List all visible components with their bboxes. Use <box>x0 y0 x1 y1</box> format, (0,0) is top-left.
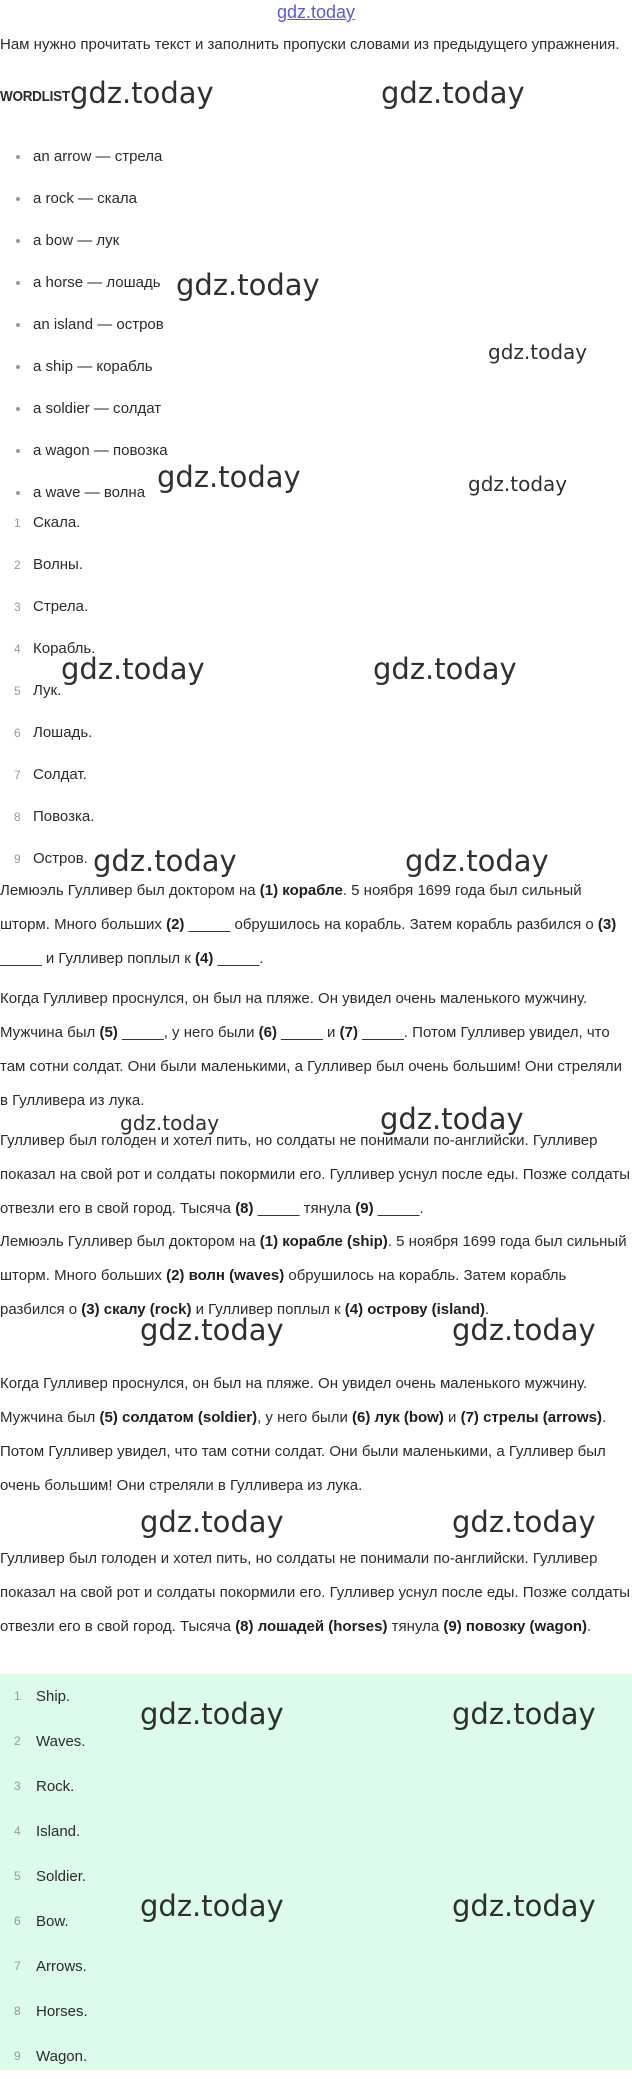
item-number: 8 <box>14 2004 21 2018</box>
list-item <box>0 670 95 712</box>
watermark: gdz.today <box>488 340 588 364</box>
item-text: Повозка. <box>33 808 95 825</box>
item-text: Rock. <box>36 1778 75 1795</box>
watermark: gdz.today <box>61 652 205 686</box>
item-text: Волны. <box>33 556 84 573</box>
watermark: gdz.today <box>452 1697 596 1731</box>
list-item: a bow — лук <box>0 220 168 262</box>
item-text: Island. <box>36 1823 81 1840</box>
watermark: gdz.today <box>70 76 214 110</box>
watermark: gdz.today <box>381 76 525 110</box>
watermark: gdz.today <box>176 268 320 302</box>
item-number: 1 <box>14 516 21 530</box>
list-item <box>0 1674 88 1719</box>
story-paragraph-1: Лемюэль Гулливер был доктором на (1) корабле. 5 ноября 1699 года был сильный шторм. Много больших (2) _____ обрушилось на корабль. Затем корабль разбился о (3) _____ и Гулливер поплыл к (4) _____. <box>0 882 617 967</box>
item-number: 1 <box>14 1689 21 1703</box>
list-item: an island — остров <box>0 304 168 346</box>
list-item <box>0 1719 88 1764</box>
item-number: 5 <box>14 684 21 698</box>
list-item <box>0 796 95 838</box>
item-text: Bow. <box>36 1913 69 1930</box>
list-item: an arrow — стрела <box>0 136 168 178</box>
watermark: gdz.today <box>380 1102 524 1136</box>
watermark: gdz.today <box>140 1889 284 1923</box>
watermark: gdz.today <box>468 472 568 496</box>
list-item <box>0 1989 88 2034</box>
watermark: gdz.today <box>140 1697 284 1731</box>
item-text: Waves. <box>36 1733 86 1750</box>
item-text: Soldier. <box>36 1868 87 1885</box>
watermark: gdz.today <box>452 1505 596 1539</box>
list-item <box>0 1854 88 1899</box>
item-text: Лошадь. <box>33 724 93 741</box>
list-item: a wagon — повозка <box>0 430 168 472</box>
list-item: a soldier — солдат <box>0 388 168 430</box>
watermark: gdz.today <box>140 1505 284 1539</box>
list-item: a rock — скала <box>0 178 168 220</box>
list-item: a ship — корабль <box>0 346 168 388</box>
item-number: 2 <box>14 558 21 572</box>
item-text: Скала. <box>33 514 81 531</box>
wordlist-title: WORDLIST <box>0 88 70 105</box>
item-text: Wagon. <box>36 2048 88 2065</box>
list-item <box>0 1944 88 1989</box>
item-number: 4 <box>14 642 21 656</box>
list-item: a wave — волна <box>0 472 168 514</box>
wordlist <box>0 136 168 514</box>
list-item <box>0 1899 88 1944</box>
watermark: gdz.today <box>452 1313 596 1347</box>
list-item <box>0 502 95 544</box>
watermark: gdz.today <box>140 1313 284 1347</box>
answer-paragraph-1: Лемюэль Гулливер был доктором на (1) корабле (ship). 5 ноября 1699 года был сильный шторм. Много больших (2) волн (waves) обрушилось на корабль. Затем корабль разбился о (3) скалу (rock) и Гулливер поплыл к (4) острову (island). <box>0 1233 627 1318</box>
story-paragraph-3: Гулливер был голоден и хотел пить, но солдаты не понимали по-английски. Гулливер показал на свой рот и солдаты покормили его. Гулливер уснул после еды. Позже солдаты отвезли его в свой город. Тысяча (8) _____ тянула (9) _____. <box>0 1132 631 1217</box>
list-item <box>0 1809 88 1854</box>
item-number: 7 <box>14 1959 21 1973</box>
item-text: Horses. <box>36 2003 88 2020</box>
watermark: gdz.today <box>120 1111 220 1135</box>
item-number: 5 <box>14 1869 21 1883</box>
item-number: 3 <box>14 600 21 614</box>
answers-russian <box>0 502 95 880</box>
item-text: Arrows. <box>36 1958 87 1975</box>
item-number: 8 <box>14 810 21 824</box>
item-number: 3 <box>14 1779 21 1793</box>
item-text: Стрела. <box>33 598 89 615</box>
watermark: gdz.today <box>93 844 237 878</box>
item-text: Ship. <box>36 1688 71 1705</box>
answer-box <box>0 1674 632 2070</box>
intro-text: Нам нужно прочитать текст и заполнить пропуски словами из предыдущего упражнения. <box>0 36 620 53</box>
item-number: 6 <box>14 1914 21 1928</box>
item-number: 9 <box>14 852 21 866</box>
list-item <box>0 1764 88 1809</box>
watermark: gdz.today <box>452 1889 596 1923</box>
answer-paragraph-3: Гулливер был голоден и хотел пить, но солдаты не понимали по-английски. Гулливер показал на свой рот и солдаты покормили его. Гулливер уснул после еды. Позже солдаты отвезли его в свой город. Тысяча (8) лошадей (horses) тянула (9) повозку (wagon). <box>0 1550 631 1635</box>
item-number: 4 <box>14 1824 21 1838</box>
answers-english <box>0 1674 88 2079</box>
watermark: gdz.today <box>405 844 549 878</box>
list-item <box>0 754 95 796</box>
answer-paragraph-2: Когда Гулливер проснулся, он был на пляже. Он увидел очень маленького мужчину. Мужчина был (5) солдатом (soldier), у него были (6) лук (bow) и (7) стрелы (arrows). Потом Гулливер увидел, что там сотни солдат. Они были маленькими, а Гулливер был очень большим! Они стреляли в Гулливера из лука. <box>0 1375 607 1494</box>
item-number: 7 <box>14 768 21 782</box>
item-number: 6 <box>14 726 21 740</box>
list-item <box>0 586 95 628</box>
item-text: Корабль. <box>33 640 96 657</box>
watermark: gdz.today <box>373 652 517 686</box>
item-text: Солдат. <box>33 766 87 783</box>
item-number: 2 <box>14 1734 21 1748</box>
list-item <box>0 628 95 670</box>
list-item: a horse — лошадь <box>0 262 168 304</box>
list-item <box>0 2034 88 2079</box>
story-paragraph-2: Когда Гулливер проснулся, он был на пляже. Он увидел очень маленького мужчину. Мужчина был (5) _____, у него были (6) _____ и (7) _____. Потом Гулливер увидел, что там сотни солдат. Они были маленькими, а Гулливер был очень большим! Они стреляли в Гулливера из лука. <box>0 990 622 1109</box>
list-item <box>0 544 95 586</box>
item-number: 9 <box>14 2049 21 2063</box>
list-item <box>0 712 95 754</box>
watermark: gdz.today <box>157 460 301 494</box>
item-text: Остров. <box>33 850 88 867</box>
site-link[interactable]: gdz.today <box>276 2 356 22</box>
item-text: Лук. <box>33 682 62 699</box>
